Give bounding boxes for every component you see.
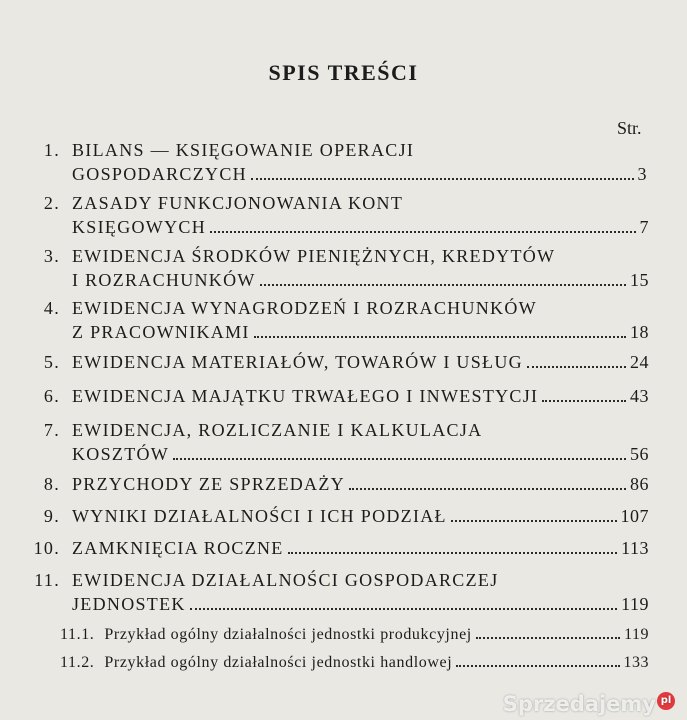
entry-number: 3. [43,246,60,266]
toc-entry [0,538,687,564]
entry-page: 18 [630,322,649,342]
dot-leader [288,552,618,554]
entry-title: BILANS — KSIĘGOWANIE OPERACJI [72,140,415,160]
dot-leader [451,520,617,522]
page-title: SPIS TREŚCI [268,60,419,85]
entry-page: 86 [630,474,649,494]
entry-title: JEDNOSTEK [72,594,186,614]
entry-title: ZASADY FUNKCJONOWANIA KONT [72,193,404,213]
entry-page: 15 [630,270,649,290]
subentry-title: Przykład ogólny działalności jednostki produkcyjnej [104,626,472,643]
entry-title: EWIDENCJA WYNAGRODZEŃ I ROZRACHUNKÓW [72,298,537,318]
entry-number: 7. [43,420,60,440]
subentry-number: 11.2. [60,654,95,671]
dot-leader [260,284,626,286]
entry-page: 107 [620,506,649,526]
subentry-title: Przykład ogólny działalności jednostki handlowej [104,654,453,671]
dot-leader [456,665,619,667]
entry-number: 6. [43,386,60,406]
entry-number: 5. [43,352,60,372]
entry-title: PRZYCHODY ZE SPRZEDAŻY [72,474,345,494]
dot-leader [527,366,626,368]
entry-title: EWIDENCJA MATERIAŁÓW, TOWARÓW I USŁUG [72,352,523,372]
page-column-header: Str. [617,118,642,138]
toc-subentry [0,654,687,678]
entry-title: ZAMKNIĘCIA ROCZNE [72,538,284,558]
entry-title: EWIDENCJA DZIAŁALNOŚCI GOSPODARCZEJ [72,570,499,590]
dot-leader [254,336,626,338]
entry-number: 1. [43,140,60,160]
entry-title: GOSPODARCZYCH [72,164,247,184]
entry-title: I ROZRACHUNKÓW [72,270,256,290]
dot-leader [190,608,617,610]
dot-leader [173,458,626,460]
watermark-logo [503,692,675,716]
entry-number: 10. [33,538,60,558]
watermark-domain-badge: pl [657,692,675,710]
toc-entry [0,474,687,500]
entry-title: EWIDENCJA ŚRODKÓW PIENIĘŻNYCH, KREDYTÓW [72,246,556,266]
entry-page: 24 [630,352,649,372]
entry-page: 7 [639,217,649,237]
entry-page: 3 [637,164,647,184]
toc-subentry [0,626,687,650]
entry-page: 119 [621,594,649,614]
dot-leader [251,178,634,180]
entry-title: EWIDENCJA MAJĄTKU TRWAŁEGO I INWESTYCJI [72,386,539,406]
toc-entry [0,140,687,190]
entry-number: 8. [43,474,60,494]
entry-number: 2. [43,193,60,213]
toc-entry [0,506,687,532]
entry-page: 43 [630,386,649,406]
entry-number: 4. [43,298,60,318]
dot-leader [349,488,626,490]
toc-entry [0,193,687,243]
toc-entry [0,570,687,620]
entry-page: 56 [630,444,649,464]
subentry-page: 119 [624,626,649,643]
entry-title: Z PRACOWNIKAMI [72,322,250,342]
entry-title: WYNIKI DZIAŁALNOŚCI I ICH PODZIAŁ [72,506,447,526]
subentry-page: 133 [623,654,649,671]
entry-title: EWIDENCJA, ROZLICZANIE I KALKULACJA [72,420,483,440]
watermark-text: Sprzedajemy [502,692,656,716]
toc-entry [0,246,687,296]
entry-number: 11. [34,570,60,590]
toc-entry [0,298,687,348]
toc-entry [0,386,687,412]
dot-leader [476,637,620,639]
entry-title: KOSZTÓW [72,444,170,464]
entry-number: 9. [43,506,60,526]
toc-entry [0,420,687,470]
dot-leader [210,231,636,233]
dot-leader [542,400,626,402]
subentry-number: 11.1. [60,626,95,643]
toc-entry [0,352,687,378]
entry-page: 113 [621,538,649,558]
entry-title: KSIĘGOWYCH [72,217,206,237]
